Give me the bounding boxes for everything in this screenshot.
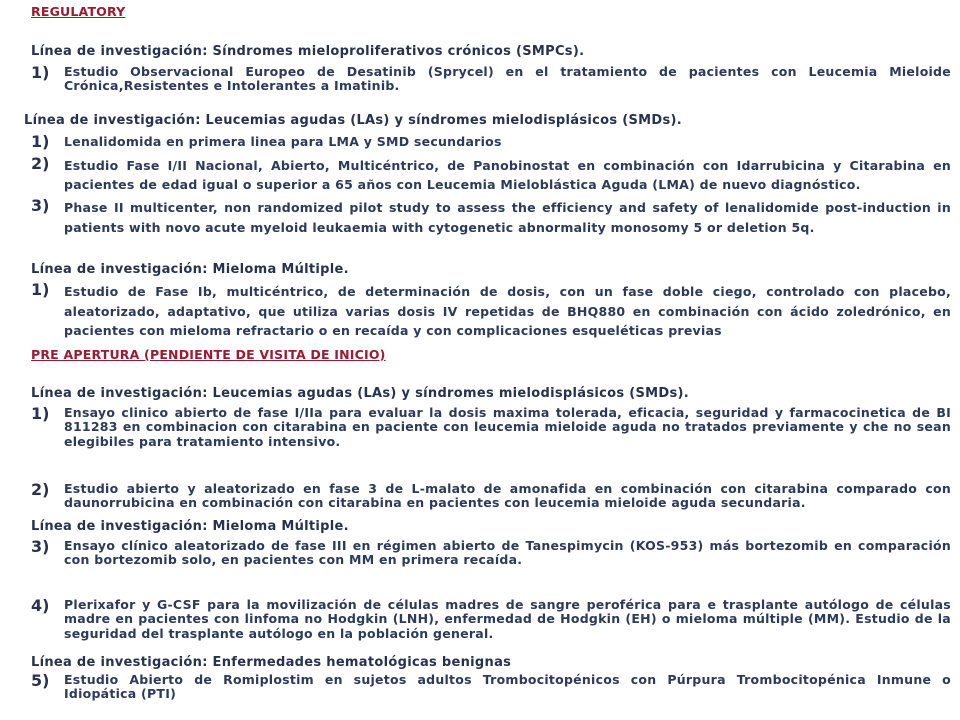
item-text: Estudio abierto y aleatorizado en fase 3 de L-malato de amonafida en combinación con citarabina comparado con daunorrubicina en combinación con citarabina en pacientes con leucemia mieloide aguda secundaria. xyxy=(64,481,951,511)
item-number: 4) xyxy=(31,596,50,615)
research-line-title: Línea de investigación: Enfermedades hematológicas benignas xyxy=(31,655,512,670)
research-line-title: Línea de investigación: Síndromes mieloproliferativos crónicos (SMPCs). xyxy=(31,44,585,59)
item-text: Ensayo clínico aleatorizado de fase III en régimen abierto de Tanespimycin (KOS-953) más bortezomib en comparación con bortezomib solo, en pacientes con MM en primera recaída. xyxy=(64,538,951,568)
item-text: Plerixafor y G-CSF para la movilización de células madres de sangre peroférica para e trasplante autólogo de células madre en pacientes con linfoma no Hodgkin (LNH), enfermedad de Hodgkin (EH) o mieloma múltiple (MM). Estudio de la seguridad del trasplante autólogo en la población general. xyxy=(64,597,951,641)
item-number: 1) xyxy=(31,280,50,299)
item-text: Phase II multicenter, non randomized pilot study to assess the efficiency and safety of lenalidomide post-induction in patients with novo acute myeloid leukaemia with cytogenetic abnormality monosomy 5 or deletion 5q. xyxy=(64,200,951,235)
list-item xyxy=(31,598,951,641)
item-text: Ensayo clinico abierto de fase I/IIa para evaluar la dosis maxima tolerada, eficacia, seguridad y farmacocinetica de BI 811283 en combinacion con citarabina en paciente con leucemia mieloide aguda no tratados previamente y che no sean elegibiles para tratamiento intensivo. xyxy=(64,405,951,449)
section-heading-pre-apertura: PRE APERTURA (PENDIENTE DE VISITA DE INICIO) xyxy=(31,347,386,362)
item-number: 3) xyxy=(31,537,50,556)
list-item xyxy=(31,539,951,568)
item-text: Lenalidomida en primera linea para LMA y SMD secundarios xyxy=(64,134,502,149)
item-text: Estudio de Fase Ib, multicéntrico, de determinación de dosis, con un fase doble ciego, controlado con placebo, aleatorizado, adaptativo, que utiliza varias dosis IV repetidas de BHQ880 en combinación con ácido zoledrónico, en pacientes con mieloma refractario o en recaída y con complicaciones esqueléticas previas xyxy=(64,284,951,338)
research-line-title: Línea de investigación: Mieloma Múltiple. xyxy=(31,262,349,277)
item-text: Estudio Observacional Europeo de Desatinib (Sprycel) en el tratamiento de pacientes con Leucemia Mieloide Crónica,Resistentes e Intolerantes a Imatinib. xyxy=(64,64,951,94)
item-text: Estudio Abierto de Romiplostim en sujetos adultos Trombocitopénicos con Púrpura Trombocitopénica Inmune o Idiopática (PTI) xyxy=(64,672,951,702)
list-item xyxy=(31,673,951,702)
list-item xyxy=(31,482,951,511)
research-line-title: Línea de investigación: Leucemias agudas (LAs) y síndromes mielodisplásicos (SMDs). xyxy=(31,386,690,401)
research-line-title: Línea de investigación: Leucemias agudas (LAs) y síndromes mielodisplásicos (SMDs). xyxy=(24,113,683,128)
list-item xyxy=(31,406,951,449)
section-heading-regulatory: REGULATORY xyxy=(31,4,126,19)
list-item xyxy=(31,282,951,341)
list-item xyxy=(31,198,951,238)
item-number: 2) xyxy=(31,480,50,499)
item-number: 2) xyxy=(31,154,50,173)
list-item xyxy=(31,65,951,94)
research-line-title: Línea de investigación: Mieloma Múltiple. xyxy=(31,519,349,534)
item-number: 1) xyxy=(31,132,50,151)
item-number: 5) xyxy=(31,671,50,690)
item-number: 3) xyxy=(31,196,50,215)
item-number: 1) xyxy=(31,404,50,423)
list-item xyxy=(31,156,951,194)
item-text: Estudio Fase I/II Nacional, Abierto, Multicéntrico, de Panobinostat en combinación con Idarrubicina y Citarabina en pacientes de edad igual o superior a 65 años con Leucemia Mieloblástica Aguda (LMA) de nuevo diagnóstico. xyxy=(64,158,951,192)
list-item xyxy=(31,134,951,150)
item-number: 1) xyxy=(31,63,50,82)
